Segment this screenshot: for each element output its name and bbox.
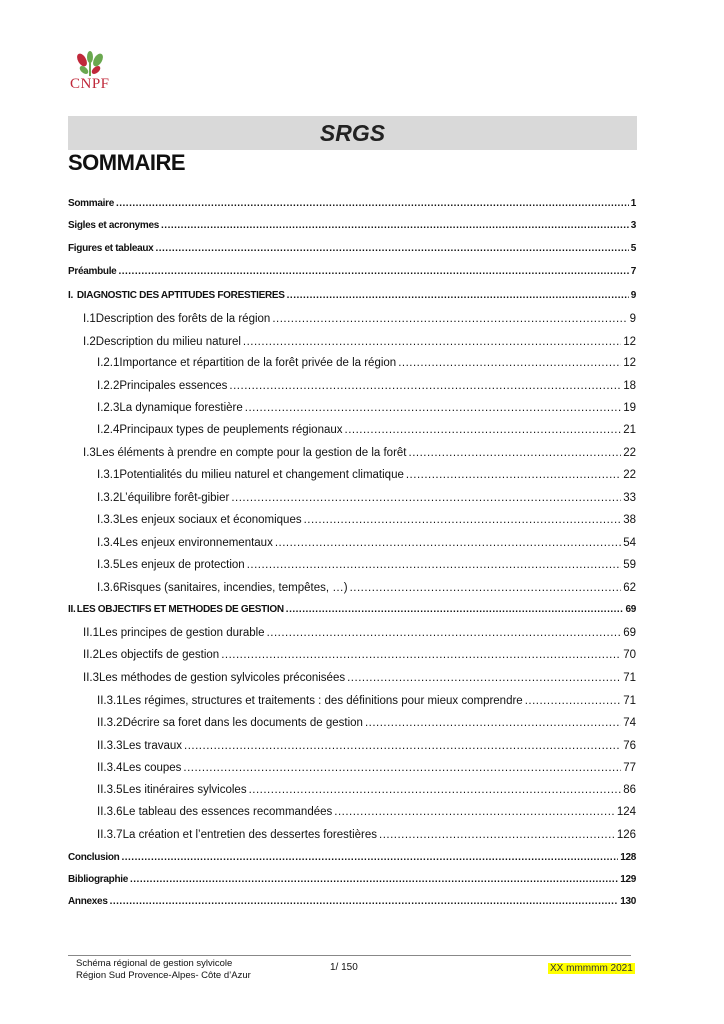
toc-dot-leader: [304, 514, 622, 526]
toc-dot-leader: [275, 537, 621, 549]
toc-dot-leader: [121, 852, 618, 863]
toc-entry-page: 5: [630, 243, 636, 254]
toc-entry-page: 9: [630, 290, 636, 301]
toc-entry-label: Annexes: [68, 896, 108, 907]
toc-entry[interactable]: [97, 380, 636, 392]
toc-dot-leader: [267, 627, 622, 639]
toc-entry-label: Description des forêts de la région: [95, 313, 271, 325]
toc-entry-label: Les régimes, structures et traitements : des définitions pour mieux comprendre: [122, 695, 523, 707]
toc-entry-label: Principales essences: [119, 380, 228, 392]
toc-entry-page: 77: [623, 762, 636, 774]
toc-entry[interactable]: [97, 784, 636, 796]
toc-entry-number: II.3.4: [97, 762, 123, 774]
toc-dot-leader: [118, 266, 628, 277]
toc-entry-label: Sigles et acronymes: [68, 220, 160, 231]
toc-entry[interactable]: [68, 243, 636, 254]
toc-dot-leader: [231, 492, 621, 504]
toc-entry[interactable]: [97, 424, 636, 436]
toc-entry-label: Les enjeux environnementaux: [119, 537, 273, 549]
toc-entry-number: I.3.2: [97, 492, 120, 504]
toc-entry[interactable]: [97, 357, 636, 369]
toc-entry-label: LES OBJECTIFS ET METHODES DE GESTION: [76, 604, 284, 615]
toc-entry-number: I.2.2: [97, 380, 120, 392]
toc-dot-leader: [345, 424, 622, 436]
toc-entry[interactable]: [83, 336, 636, 348]
toc-entry[interactable]: [83, 627, 636, 639]
toc-dot-leader: [184, 740, 621, 752]
toc-dot-leader: [130, 874, 618, 885]
toc-entry[interactable]: [83, 649, 636, 661]
toc-entry[interactable]: [97, 537, 636, 549]
toc-entry[interactable]: [68, 220, 636, 231]
toc-entry-number: I.3.3: [97, 514, 120, 526]
toc-entry-number: II.3.6: [97, 806, 123, 818]
toc-entry-label: Conclusion: [68, 852, 120, 863]
toc-entry-page: 86: [623, 784, 636, 796]
toc-dot-leader: [525, 695, 622, 707]
toc-dot-leader: [350, 582, 622, 594]
toc-dot-leader: [334, 806, 615, 818]
toc-dot-leader: [116, 198, 629, 209]
toc-entry-page: 33: [623, 492, 636, 504]
toc-entry-label: Décrire sa foret dans les documents de gestion: [122, 717, 363, 729]
toc-entry-label: Les itinéraires sylvicoles: [122, 784, 247, 796]
toc-dot-leader: [272, 313, 627, 325]
toc-dot-leader: [398, 357, 621, 369]
toc-entry-page: 22: [623, 447, 636, 459]
page-heading: SOMMAIRE: [68, 150, 185, 175]
footer-organisation: [76, 958, 251, 982]
toc-entry-label: Préambule: [68, 266, 117, 277]
toc-entry-label: Principaux types de peuplements régionaux: [119, 424, 343, 436]
toc-entry-page: 22: [623, 469, 636, 481]
toc-entry[interactable]: [97, 740, 636, 752]
toc-entry[interactable]: [68, 266, 636, 277]
toc-entry-label: Le tableau des essences recommandées: [122, 806, 333, 818]
toc-dot-leader: [155, 243, 628, 254]
toc-entry[interactable]: [68, 290, 636, 301]
toc-entry-label: Les enjeux sociaux et économiques: [119, 514, 302, 526]
toc-entry-page: 71: [623, 695, 636, 707]
toc-entry-page: 19: [623, 402, 636, 414]
cnpf-logo: [70, 50, 130, 96]
toc-entry-label: Bibliographie: [68, 874, 128, 885]
toc-entry-page: 130: [620, 896, 636, 907]
toc-entry-label: Les éléments à prendre en compte pour la gestion de la forêt: [95, 447, 407, 459]
toc-entry-label: La dynamique forestière: [119, 402, 243, 414]
toc-entry-number: II.3.3: [97, 740, 123, 752]
toc-entry-number: II.2: [83, 649, 99, 661]
toc-entry[interactable]: [97, 717, 636, 729]
toc-entry[interactable]: [68, 896, 636, 907]
title-banner: [68, 116, 637, 150]
toc-dot-leader: [247, 559, 622, 571]
toc-dot-leader: [110, 896, 619, 907]
toc-entry[interactable]: [83, 447, 636, 459]
toc-entry-label: Importance et répartition de la forêt privée de la région: [119, 357, 397, 369]
toc-entry-page: 38: [623, 514, 636, 526]
toc-entry[interactable]: [68, 874, 636, 885]
toc-entry[interactable]: [97, 762, 636, 774]
toc-entry[interactable]: [97, 829, 636, 841]
toc-entry-page: 18: [623, 380, 636, 392]
toc-entry-label: La création et l’entretien des dessertes forestières: [122, 829, 377, 841]
footer-page-number: 1/ 150: [330, 962, 358, 973]
toc-entry[interactable]: [97, 514, 636, 526]
toc-dot-leader: [183, 762, 621, 774]
toc-dot-leader: [287, 290, 629, 301]
toc-entry-page: 124: [616, 806, 636, 818]
toc-entry-number: II.3.7: [97, 829, 123, 841]
toc-dot-leader: [221, 649, 621, 661]
toc-dot-leader: [347, 672, 621, 684]
toc-entry-page: 128: [620, 852, 636, 863]
toc-entry[interactable]: [97, 582, 636, 594]
document-title: SRGS: [319, 120, 386, 146]
toc-entry[interactable]: [97, 469, 636, 481]
leaf-icon: [70, 50, 110, 78]
toc-entry[interactable]: [83, 313, 636, 325]
toc-dot-leader: [409, 447, 622, 459]
toc-entry-number: I.3.6: [97, 582, 120, 594]
toc-entry-label: Les coupes: [122, 762, 182, 774]
toc-entry[interactable]: [68, 198, 636, 209]
toc-entry-page: 69: [623, 627, 636, 639]
toc-entry-number: I.2.4: [97, 424, 120, 436]
toc-entry-page: 21: [623, 424, 636, 436]
toc-entry-number: I.3.1: [97, 469, 120, 481]
toc-entry[interactable]: [83, 672, 636, 684]
toc-entry-page: 62: [623, 582, 636, 594]
toc-entry-page: 70: [623, 649, 636, 661]
toc-entry-label: Sommaire: [68, 198, 114, 209]
toc-entry-page: 71: [623, 672, 636, 684]
logo-text: CNPF: [70, 76, 110, 92]
toc-entry-label: Figures et tableaux: [68, 243, 154, 254]
toc-entry[interactable]: [68, 852, 636, 863]
toc-entry-number: II.3: [83, 672, 99, 684]
toc-entry[interactable]: [97, 559, 636, 571]
toc-entry-label: Les enjeux de protection: [119, 559, 245, 571]
toc-entry-number: II.: [68, 604, 76, 615]
toc-entry-page: 12: [623, 357, 636, 369]
toc-dot-leader: [286, 604, 624, 615]
toc-entry-label: Potentialités du milieu naturel et changement climatique: [119, 469, 404, 481]
toc-entry[interactable]: [97, 402, 636, 414]
toc-entry-number: I.: [68, 290, 73, 301]
toc-dot-leader: [365, 717, 621, 729]
toc-entry-page: 126: [616, 829, 636, 841]
toc-entry-page: 3: [630, 220, 636, 231]
toc-entry-label: Les objectifs de gestion: [98, 649, 220, 661]
toc-dot-leader: [243, 336, 621, 348]
toc-entry-page: 7: [630, 266, 636, 277]
toc-entry-page: 1: [630, 198, 636, 209]
toc-entry-page: 69: [625, 604, 636, 615]
toc-entry-label: Description du milieu naturel: [95, 336, 241, 348]
toc-entry-number: I.2.1: [97, 357, 120, 369]
toc-entry-label: Les travaux: [122, 740, 183, 752]
toc-entry[interactable]: [97, 695, 636, 707]
toc-entry-label: Les méthodes de gestion sylvicoles préconisées: [98, 672, 346, 684]
toc-entry-page: 59: [623, 559, 636, 571]
toc-dot-leader: [249, 784, 622, 796]
toc-entry-number: I.2.3: [97, 402, 120, 414]
toc-entry[interactable]: [68, 604, 636, 615]
toc-entry-page: 12: [623, 336, 636, 348]
toc-entry-number: II.3.5: [97, 784, 123, 796]
toc-entry-number: I.2: [83, 336, 96, 348]
toc-entry-page: 54: [623, 537, 636, 549]
toc-entry-page: 9: [629, 313, 636, 325]
toc-entry-number: II.1: [83, 627, 99, 639]
toc-entry-label: Risques (sanitaires, incendies, tempêtes, …): [119, 582, 348, 594]
toc-entry-page: 74: [623, 717, 636, 729]
toc-entry-label: DIAGNOSTIC DES APTITUDES FORESTIERES: [76, 290, 285, 301]
toc-entry-label: L’équilibre forêt-gibier: [119, 492, 230, 504]
toc-entry-page: 129: [620, 874, 636, 885]
toc-entry-page: 76: [623, 740, 636, 752]
footer-line-1: Schéma régional de gestion sylvicole: [76, 958, 233, 969]
toc-entry-label: Les principes de gestion durable: [98, 627, 265, 639]
toc-entry-number: I.3.5: [97, 559, 120, 571]
footer-divider: [68, 955, 631, 956]
toc-entry-number: II.3.2: [97, 717, 123, 729]
toc-entry-number: I.1: [83, 313, 96, 325]
toc-entry-number: II.3.1: [97, 695, 123, 707]
toc-dot-leader: [406, 469, 621, 481]
toc-entry[interactable]: [97, 492, 636, 504]
toc-entry-number: I.3.4: [97, 537, 120, 549]
footer-date: XX mmmmm 2021: [550, 963, 633, 974]
footer-line-2: Région Sud Provence-Alpes- Côte d’Azur: [76, 970, 251, 981]
toc-dot-leader: [161, 220, 629, 231]
toc-entry[interactable]: [97, 806, 636, 818]
toc-dot-leader: [379, 829, 615, 841]
toc-dot-leader: [229, 380, 621, 392]
toc-dot-leader: [245, 402, 621, 414]
toc-entry-number: I.3: [83, 447, 96, 459]
